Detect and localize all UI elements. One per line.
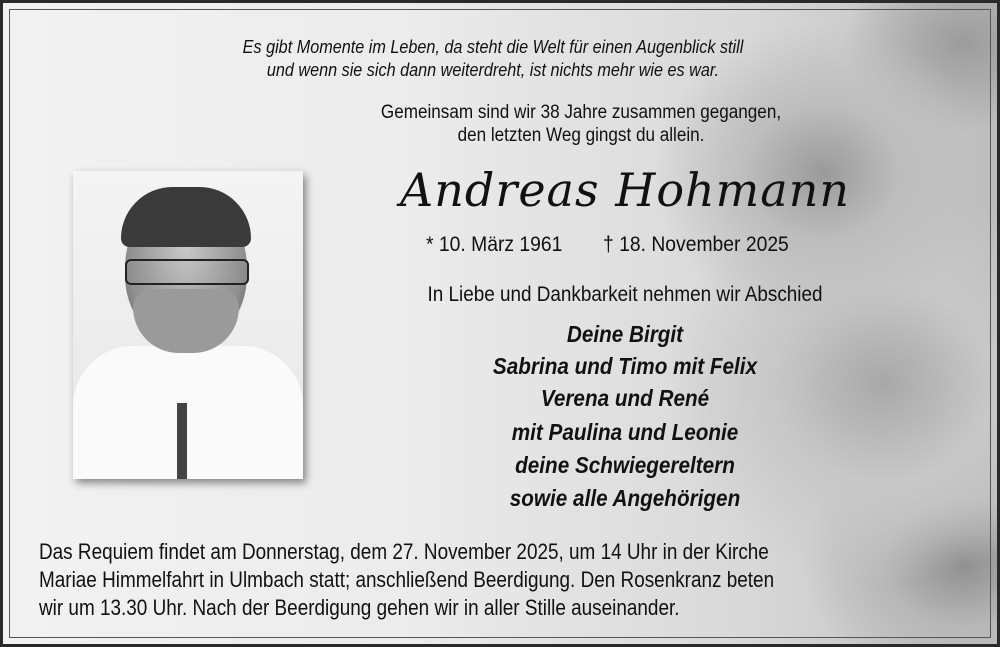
mourner-line: Deine Birgit xyxy=(566,321,684,347)
farewell-text: In Liebe und Dankbarkeit nehmen wir Abschied xyxy=(427,283,823,306)
mourner-line: Verena und René xyxy=(540,385,710,411)
quote-line-2: und wenn sie sich dann weiterdreht, ist nichts mehr wie es war. xyxy=(266,60,720,80)
quote-line-1: Es gibt Momente im Leben, da steht die Welt für einen Augenblick still xyxy=(242,37,744,57)
mourner-line: Sabrina und Timo mit Felix xyxy=(492,353,758,379)
service-line-2: Mariae Himmelfahrt in Ulmbach statt; anschließend Beerdigung. Den Rosenkranz beten xyxy=(39,567,775,592)
service-line-1: Das Requiem findet am Donnerstag, dem 27. November 2025, um 14 Uhr in der Kirche xyxy=(39,539,769,564)
deceased-name: Andreas Hohmann xyxy=(400,163,850,217)
service-line-3: wir um 13.30 Uhr. Nach der Beerdigung gehen wir in aller Stille auseinander. xyxy=(39,595,680,620)
birth-date: * 10. März 1961 xyxy=(426,233,563,256)
verse-line-2: den letzten Weg gingst du allein. xyxy=(457,125,705,146)
verse-line-1: Gemeinsam sind wir 38 Jahre zusammen gegangen, xyxy=(380,102,782,123)
mourner-line: sowie alle Angehörigen xyxy=(509,485,741,511)
death-date: † 18. November 2025 xyxy=(603,233,789,256)
portrait-photo xyxy=(73,171,303,479)
mourner-line: deine Schwiegereltern xyxy=(515,452,735,478)
mourner-line: mit Paulina und Leonie xyxy=(511,419,739,445)
